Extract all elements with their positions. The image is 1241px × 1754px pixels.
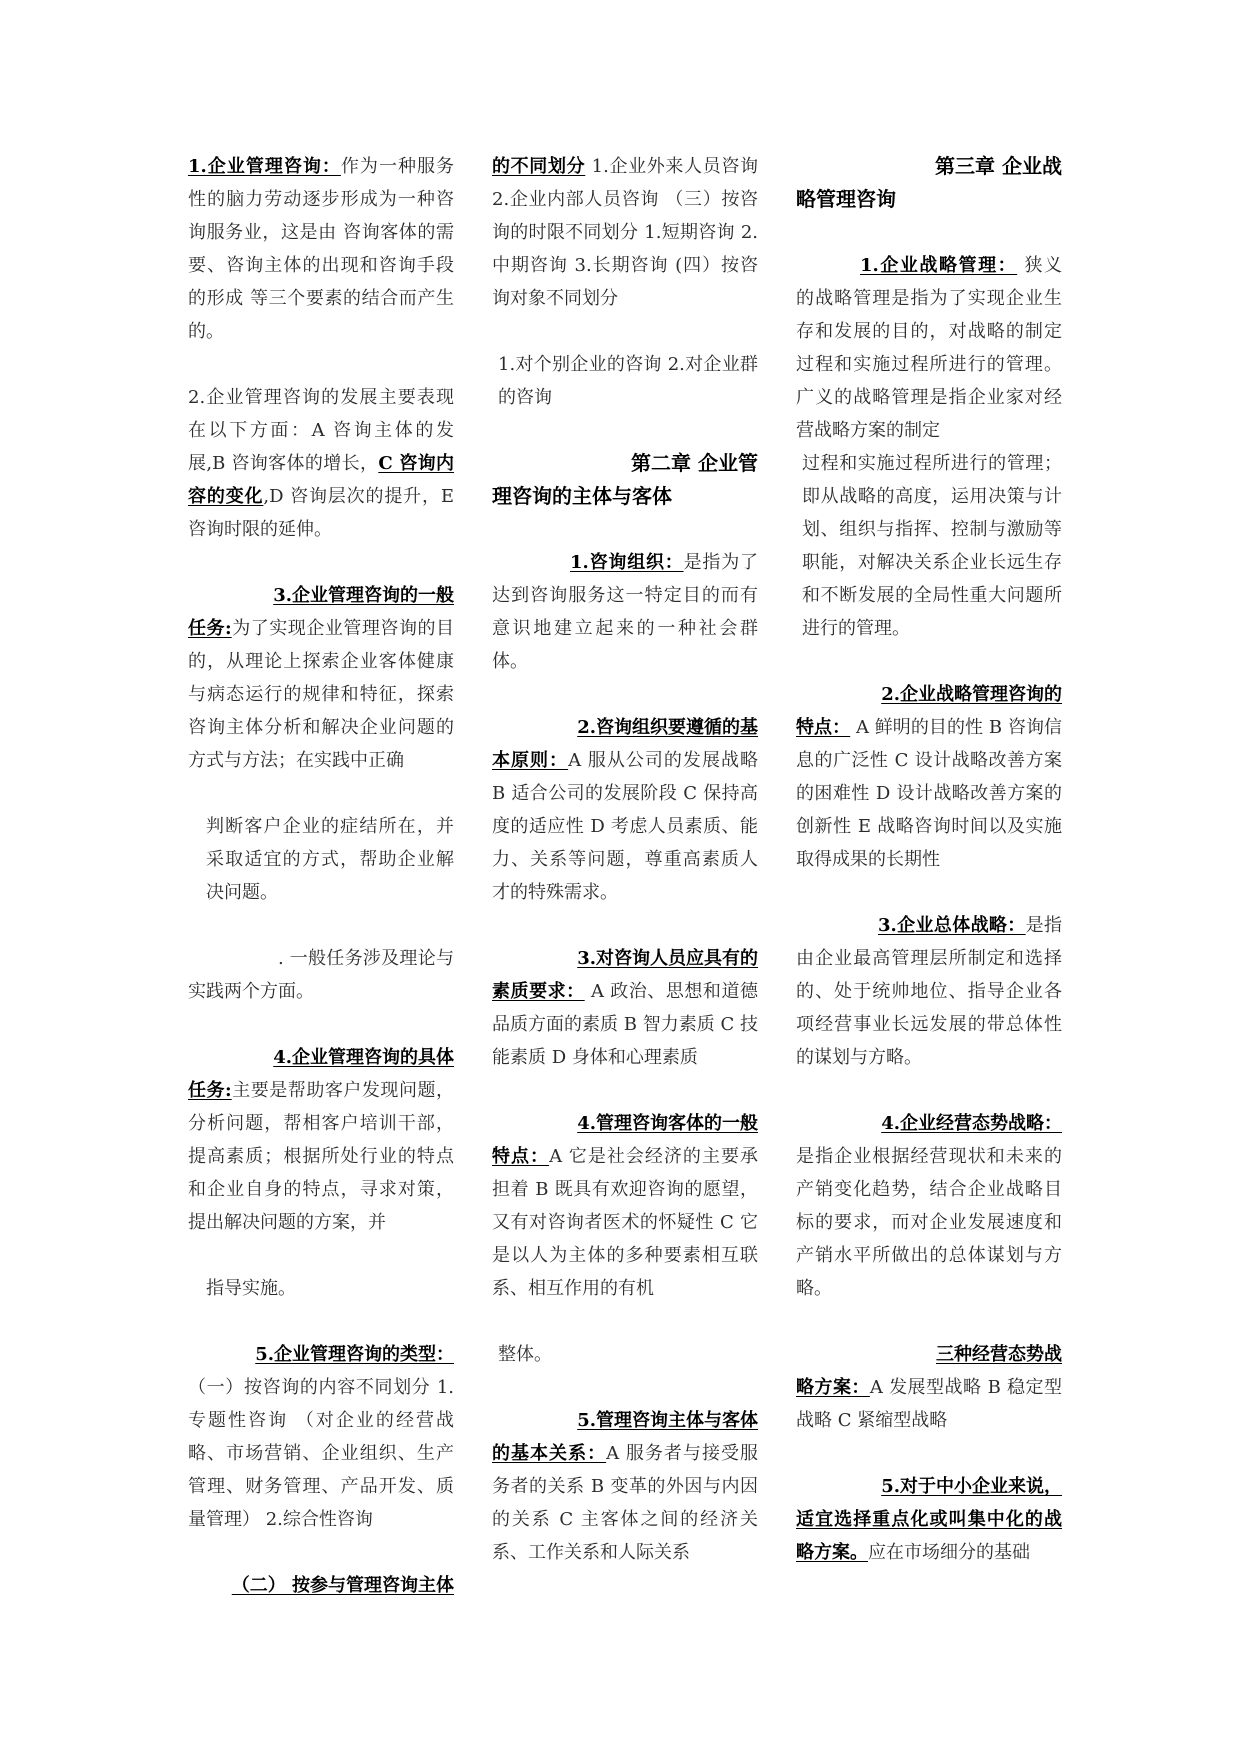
chapter-heading [796, 150, 1062, 216]
paragraph-2 [796, 711, 1062, 876]
paragraph-0-continued: 1.对个别企业的咨询 2.对企业群的咨询 [498, 354, 758, 408]
heading-line [188, 1041, 454, 1074]
paragraph-1-continued: 过程和实施过程所进行的管理；即从战略的高度，运用决策与计划、组织与指挥、控制与激励等职能，对解决关系企业长远生存和不断发展的全局性重大问题所进行的管理。 [802, 453, 1062, 639]
paragraph-2 [492, 744, 758, 909]
column-2 [492, 150, 758, 1569]
column-3 [796, 150, 1062, 1569]
paragraph-text: A 它是社会经济的主要承担着 B 既具有欢迎咨询的愿望，又有对咨询者医术的怀疑性 C 它是以人为主体的多种要素相互联系、相互作用的有机 [492, 1146, 758, 1299]
paragraph-text: A 服从公司的发展战略 B 适合公司的发展阶段 C 保持高度的适应性 D 考虑人员素质、能力、关系等问题，尊重高素质人才的特殊需求。 [492, 750, 758, 903]
subheading [188, 1569, 454, 1602]
term: 特点： [492, 1146, 550, 1167]
term: 的不同划分 [492, 156, 586, 177]
term: 任务: [188, 1080, 232, 1101]
term: 2.企业战略管理咨询的 [881, 684, 1062, 705]
heading-line [492, 942, 758, 975]
paragraph-4: 是指企业根据经营现状和未来的产销变化趋势，结合企业战略目标的要求，而对企业发展速度和产销水平所做出的总体谋划与方略。 [796, 1146, 1062, 1299]
term: 适宜选择重点化或叫集中化的战略方案。 [796, 1509, 1062, 1563]
paragraph-text: ,D 咨询层次的提升，E 咨询时限的延伸。 [188, 486, 455, 540]
paragraph-text: 2.企业管理咨询的发展主要表现在以下方面：A 咨询主体的发展,B 咨询客体的增长， [188, 387, 454, 474]
term: 3.对咨询人员应具有的 [577, 948, 758, 969]
term: 1.咨询组织： [570, 552, 684, 573]
paragraph-3 [188, 612, 454, 777]
paragraph-text: A 发展型战略 B 稳定型战略 C 紧缩型战略 [796, 1377, 1062, 1431]
paragraph-3-note: . 一般任务涉及理论与实践两个方面。 [188, 948, 454, 1002]
heading-line [796, 678, 1062, 711]
chapter-title: 理咨询的主体与客体 [492, 484, 672, 508]
term: 3.企业总体战略： [878, 915, 1026, 936]
term: （二） 按参与管理咨询主体 [231, 1575, 454, 1596]
heading-line [188, 579, 454, 612]
term: 2.咨询组织要遵循的基 [577, 717, 758, 738]
chapter-heading [492, 447, 758, 513]
paragraph-text: 是指由企业最高管理层所制定和选择的、处于统帅地位、指导企业各项经营事业长远发展的带总体性的谋划与方略。 [796, 915, 1062, 1068]
term: C 咨询内容的变化 [188, 453, 454, 507]
term: 三种经营态势战 [936, 1344, 1062, 1365]
paragraph-3 [796, 909, 1062, 1074]
chapter-title: 第三章 企业战 [935, 154, 1062, 178]
term: 1.企业战略管理： [860, 255, 1018, 276]
term: 的基本关系： [492, 1443, 607, 1464]
term: 4.企业管理咨询的具体 [273, 1047, 454, 1068]
paragraph-text: 狭义的战略管理是指为了实现企业生存和发展的目的，对战略的制定过程和实施过程所进行的管理。 广义的战略管理是指企业家对经营战略方案的制定 [796, 255, 1062, 441]
chapter-title: 略管理咨询 [796, 187, 896, 211]
paragraph-1 [796, 249, 1062, 447]
paragraph-1 [188, 150, 454, 348]
paragraph-text: 主要是帮助客户发现问题，分析问题，帮相客户培训干部，提高素质；根据所处行业的特点和企业自身的特点，寻求对策，提出解决问题的方案，并 [188, 1080, 454, 1233]
paragraph-text: A 政治、思想和道德品质方面的素质 B 智力素质 C 技能素质 D 身体和心理素质 [492, 981, 758, 1068]
heading-line [188, 1338, 454, 1371]
paragraph-5 [796, 1371, 1062, 1437]
heading-line [796, 1107, 1062, 1140]
term: 任务: [188, 618, 232, 639]
paragraph-4 [188, 1074, 454, 1239]
term: 5.企业管理咨询的类型： [255, 1344, 454, 1365]
term: 1.企业管理咨询： [188, 156, 341, 177]
paragraph-text: 应在市场细分的基础 [868, 1542, 1030, 1563]
paragraph-5: （一）按咨询的内容不同划分 1.专题性咨询 （对企业的经营战略、市场营销、企业组织、生产管理、财务管理、产品开发、质量管理） 2.综合性咨询 [188, 1377, 454, 1530]
term: 特点： [796, 717, 851, 738]
heading-line [492, 1404, 758, 1437]
term: 5.对于中小企业来说， [881, 1476, 1062, 1497]
term: 4.管理咨询客体的一般 [577, 1113, 758, 1134]
paragraph-text: A 服务者与接受服务者的关系 B 变革的外因与内因的关系 C 主客体之间的经济关系、工作关系和人际关系 [492, 1443, 758, 1563]
paragraph-0 [492, 150, 758, 315]
paragraph-text: 作为一种服务性的脑力劳动逐步形成为一种咨询服务业，这是由 咨询客体的需要、咨询主体的出现和咨询手段的形成 等三个要素的结合而产生的。 [188, 156, 454, 342]
paragraph-text: 1.企业外来人员咨询 2.企业内部人员咨询 （三）按咨询的时限不同划分 1.短期咨询 2.中期咨询 3.长期咨询 (四）按咨询对象不同划分 [492, 156, 758, 309]
paragraph-6 [796, 1503, 1062, 1569]
paragraph-1 [492, 546, 758, 678]
term: 4.企业经营态势战略： [881, 1113, 1062, 1134]
paragraph-3 [492, 975, 758, 1074]
heading-line [796, 1470, 1062, 1503]
heading-line [492, 1107, 758, 1140]
term: 略方案： [796, 1377, 870, 1398]
paragraph-text: 是指为了达到咨询服务这一特定目的而有意识地建立起来的一种社会群体。 [492, 552, 758, 672]
paragraph-2 [188, 381, 454, 546]
column-1 [188, 150, 454, 1602]
paragraph-4-continued: 整体。 [498, 1344, 552, 1365]
paragraph-text: A 鲜明的目的性 B 咨询信息的广泛性 C 设计战略改善方案的困难性 D 设计战略改善方案的创新性 E 战略咨询时间以及实施取得成果的长期性 [796, 717, 1062, 870]
paragraph-4 [492, 1140, 758, 1305]
term: 素质要求： [492, 981, 585, 1002]
heading-line [492, 711, 758, 744]
chapter-title: 第二章 企业管 [631, 451, 758, 475]
paragraph-3-continued: 判断客户企业的症结所在，并采取适宜的方式，帮助企业解决问题。 [206, 816, 454, 903]
paragraph-5 [492, 1437, 758, 1569]
term: 5.管理咨询主体与客体 [577, 1410, 758, 1431]
term: 3.企业管理咨询的一般 [273, 585, 454, 606]
paragraph-text: 为了实现企业管理咨询的目的，从理论上探索企业客体健康与病态运行的规律和特征，探索咨询主体分析和解决企业问题的方式与方法；在实践中正确 [188, 618, 454, 771]
heading-line [796, 1338, 1062, 1371]
term: 本原则： [492, 750, 569, 771]
paragraph-4-continued: 指导实施。 [206, 1278, 296, 1299]
